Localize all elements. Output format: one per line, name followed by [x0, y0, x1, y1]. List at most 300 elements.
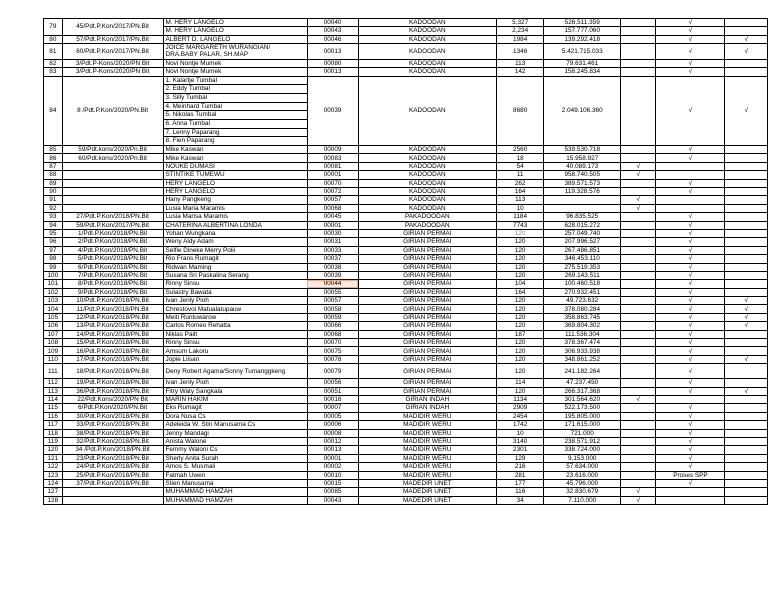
row-number: 93: [44, 213, 63, 221]
parcel-code: 00058: [307, 305, 358, 313]
row-number: 89: [44, 179, 63, 187]
row-number: 113: [44, 387, 63, 395]
compensation-amount: 378.080.284: [544, 305, 621, 313]
parcel-code: 00068: [307, 204, 358, 212]
owner-name: HERY LANGELO: [163, 188, 307, 196]
land-compensation-table: [43, 18, 768, 505]
area-m2: 187: [497, 330, 544, 338]
owner-name: M. HERY LANGELO: [163, 27, 307, 35]
status-b-check: √: [656, 364, 725, 379]
status-a-check: [621, 246, 656, 254]
status-b-check: √: [656, 463, 725, 471]
status-c-check: [725, 280, 768, 288]
status-b-check: [656, 395, 725, 403]
village-name: KADOODAN: [358, 171, 496, 179]
area-m2: 1134: [497, 395, 544, 403]
status-b-check: √: [656, 454, 725, 462]
parcel-code: 00085: [307, 488, 358, 496]
status-c-check: [725, 179, 768, 187]
table-row: [44, 19, 768, 27]
status-c-check: [725, 339, 768, 347]
status-a-check: [621, 305, 656, 313]
compensation-amount: 32.830.679: [544, 488, 621, 496]
area-m2: 2909: [497, 404, 544, 412]
case-reference: [62, 188, 163, 196]
village-name: GIRIAN PERMAI: [358, 355, 496, 363]
owner-name: Chrestovol Matualatupauw: [163, 305, 307, 313]
owner-name: Jenny Mandagi: [163, 429, 307, 437]
parcel-code: 00031: [307, 238, 358, 246]
case-reference: 12/Pdt.P.Kon/2018/PN.Bit: [62, 313, 163, 321]
table-row: [44, 313, 768, 321]
parcel-code: 00068: [307, 330, 358, 338]
area-m2: 116: [497, 488, 544, 496]
status-c-check: [725, 446, 768, 454]
status-b-check: √: [656, 229, 725, 237]
area-m2: 120: [497, 297, 544, 305]
row-number: 85: [44, 146, 63, 154]
status-b-check: √: [656, 255, 725, 263]
row-number: 112: [44, 379, 63, 387]
status-a-check: [621, 297, 656, 305]
owner-name: Fatmah Uwen: [163, 471, 307, 479]
row-number: 114: [44, 395, 63, 403]
area-m2: 120: [497, 271, 544, 279]
village-name: KADOODAN: [358, 27, 496, 35]
table-row: [44, 322, 768, 330]
owner-name: Adeleida W. Stin Manusama Cs: [163, 421, 307, 429]
status-c-check: [725, 255, 768, 263]
area-m2: 120: [497, 313, 544, 321]
compensation-amount: [544, 196, 621, 204]
status-a-check: [621, 313, 656, 321]
table-row: [44, 76, 768, 146]
parcel-code: 00040: [307, 19, 358, 27]
status-b-check: √: [656, 347, 725, 355]
status-a-check: [621, 379, 656, 387]
owner-name: 8. Fien Paparang: [165, 137, 215, 145]
area-m2: 120: [497, 305, 544, 313]
compensation-amount: 158.245.834: [544, 68, 621, 76]
table-row: [44, 463, 768, 471]
owner-name: 3. Silly Tumbal: [164, 94, 307, 103]
row-number: 92: [44, 204, 63, 212]
status-b-check: [656, 171, 725, 179]
status-a-check: [621, 35, 656, 43]
status-a-check: [621, 44, 656, 60]
status-a-check: [621, 59, 656, 67]
status-c-check: [725, 429, 768, 437]
village-name: KADOODAN: [358, 76, 496, 146]
village-name: GIRIAN PERMAI: [358, 271, 496, 279]
parcel-code: 00044: [307, 280, 358, 288]
area-m2: 129: [497, 454, 544, 462]
parcel-code: 00059: [307, 313, 358, 321]
table-row: [44, 347, 768, 355]
village-name: PAKADOODAN: [358, 221, 496, 229]
table-row: [44, 255, 768, 263]
status-a-check: [621, 387, 656, 395]
village-name: GIRIAN INDAH: [358, 404, 496, 412]
owner-name: HERY LANGELO: [163, 179, 307, 187]
case-reference: 3/Pdt.P-Kons/2020/PN Bit: [62, 68, 163, 76]
status-c-check: [725, 330, 768, 338]
area-m2: 5,327: [497, 19, 544, 27]
status-a-check: [621, 404, 656, 412]
owner-name: Amsum Lakoru: [163, 347, 307, 355]
parcel-code: 00051: [307, 387, 358, 395]
compensation-amount: 47.237.450: [544, 379, 621, 387]
owner-name: 4. Meinhard Tumbal: [164, 103, 307, 112]
parcel-code: 00009: [307, 146, 358, 154]
row-number: 102: [44, 288, 63, 296]
status-a-check: [621, 322, 656, 330]
status-b-check: √: [656, 429, 725, 437]
table-row: [44, 421, 768, 429]
status-c-check: [725, 488, 768, 496]
status-c-check: [725, 263, 768, 271]
status-c-check: [725, 404, 768, 412]
village-name: GIRIAN PERMAI: [358, 229, 496, 237]
owner-name: Sherly Anita Surah: [163, 454, 307, 462]
status-a-check: [621, 271, 656, 279]
status-a-check: √: [621, 196, 656, 204]
status-a-check: [621, 288, 656, 296]
parcel-code: 00079: [307, 364, 358, 379]
owner-name: Rinny Sinsu: [163, 280, 307, 288]
area-m2: 262: [497, 179, 544, 187]
compensation-amount: 267.486.851: [544, 246, 621, 254]
row-number: 104: [44, 305, 63, 313]
row-number: 80: [44, 35, 63, 43]
village-name: GIRIAN INDAH: [358, 395, 496, 403]
status-c-check: [725, 496, 768, 504]
area-m2: 216: [497, 463, 544, 471]
owner-name: Hany Pangkeng: [163, 196, 307, 204]
status-c-check: [725, 364, 768, 379]
owner-name: Jopie Liisan: [163, 355, 307, 363]
status-a-check: [621, 280, 656, 288]
area-m2: 18: [497, 154, 544, 162]
compensation-amount: 79.631.461: [544, 59, 621, 67]
status-a-check: √: [621, 162, 656, 170]
status-c-check: √: [725, 387, 768, 395]
compensation-amount: 139.292.418: [544, 35, 621, 43]
row-number: 128: [44, 496, 63, 504]
case-reference: [62, 488, 163, 496]
table-row: [44, 246, 768, 254]
case-reference: [62, 171, 163, 179]
owner-name: Weny Aldy Adam: [163, 238, 307, 246]
row-number: 91: [44, 196, 63, 204]
row-number: 119: [44, 437, 63, 445]
row-number: 79: [44, 19, 63, 36]
status-b-check: √: [656, 44, 725, 60]
table-row: [44, 263, 768, 271]
owner-name: MUHAMMAD HAMZAH: [163, 488, 307, 496]
status-a-check: [621, 154, 656, 162]
owner-name: Amos S. Musmali: [163, 463, 307, 471]
case-reference: 9/Pdt.P.Kon/2018/PN.Bit: [62, 288, 163, 296]
area-m2: 177: [497, 479, 544, 487]
case-reference: 15/Pdt.P.Kon/2018/PN.Bit: [62, 339, 163, 347]
table-row: [44, 364, 768, 379]
status-b-check: √: [656, 305, 725, 313]
row-number: 86: [44, 154, 63, 162]
status-a-check: [621, 179, 656, 187]
village-name: MADIDIR WERU: [358, 454, 496, 462]
area-m2: 114: [497, 379, 544, 387]
parcel-code: 00015: [307, 479, 358, 487]
village-name: KADOODAN: [358, 154, 496, 162]
status-c-check: √: [725, 305, 768, 313]
area-m2: 11: [497, 171, 544, 179]
owner-name: Meiti Runtuwarow: [163, 313, 307, 321]
status-b-check: √: [656, 479, 725, 487]
table-row: [44, 229, 768, 237]
owner-name: Susana Sri Paskalina Serang: [163, 271, 307, 279]
table-row: [44, 488, 768, 496]
row-number: 105: [44, 313, 63, 321]
table-row: [44, 238, 768, 246]
row-number: 98: [44, 255, 63, 263]
village-name: MADIDIR WERU: [358, 471, 496, 479]
status-a-check: [621, 188, 656, 196]
compensation-amount: 238.571.912: [544, 437, 621, 445]
parcel-code: 00037: [307, 255, 358, 263]
village-name: GIRIAN PERMAI: [358, 263, 496, 271]
parcel-code: 00070: [307, 179, 358, 187]
status-b-check: √: [656, 339, 725, 347]
status-c-check: [725, 238, 768, 246]
owner-name: Eks Rumagit: [163, 404, 307, 412]
row-number: 107: [44, 330, 63, 338]
parcel-code: 00001: [307, 454, 358, 462]
village-name: KADOODAN: [358, 146, 496, 154]
status-c-check: [725, 221, 768, 229]
village-name: KADOODAN: [358, 162, 496, 170]
row-number: 118: [44, 429, 63, 437]
owner-name: Ivan Jenly Pioh: [163, 379, 307, 387]
parcel-code: 00013: [307, 68, 358, 76]
area-m2: 120: [497, 387, 544, 395]
table-row: [44, 221, 768, 229]
parcel-code: 00043: [307, 496, 358, 504]
area-m2: 3140: [497, 437, 544, 445]
row-number: 127: [44, 488, 63, 496]
case-reference: 60/Pdt.P.Kon/2017/PN.Bit: [62, 44, 163, 60]
case-reference: 17/Pdt.P.Kon/2018/PN.Bit: [62, 355, 163, 363]
area-m2: 1742: [497, 421, 544, 429]
status-c-check: [725, 188, 768, 196]
status-c-check: [725, 288, 768, 296]
status-b-check: √: [656, 412, 725, 420]
status-c-check: [725, 146, 768, 154]
owner-name: MARIN HAKIM: [163, 395, 307, 403]
case-reference: 60/Pdt.kons/2020/Pn.Bit: [62, 154, 163, 162]
compensation-amount: 96.835.525: [544, 213, 621, 221]
status-c-check: [725, 471, 768, 479]
status-c-check: [725, 479, 768, 487]
status-b-check: √: [656, 322, 725, 330]
status-c-check: [725, 171, 768, 179]
owner-name: M. HERY LANGELO: [163, 19, 307, 27]
owner-name: Mike Kaswan: [163, 146, 307, 154]
row-number: 103: [44, 297, 63, 305]
status-b-check: Proses SPP: [656, 471, 725, 479]
area-m2: 2560: [497, 146, 544, 154]
compensation-amount: 157.777.060: [544, 27, 621, 35]
village-name: GIRIAN PERMAI: [358, 297, 496, 305]
status-a-check: [621, 263, 656, 271]
status-a-check: [621, 68, 656, 76]
row-number: 101: [44, 280, 63, 288]
compensation-amount: 15.958.927: [544, 154, 621, 162]
compensation-amount: 275.519.353: [544, 263, 621, 271]
parcel-code: 00057: [307, 196, 358, 204]
compensation-amount: 721.000: [544, 429, 621, 437]
case-reference: [62, 162, 163, 170]
compensation-amount: 338.724.000: [544, 446, 621, 454]
parcel-code: 00001: [307, 221, 358, 229]
status-c-check: [725, 421, 768, 429]
village-name: KADOODAN: [358, 68, 496, 76]
parcel-code: 00070: [307, 339, 358, 347]
table-row: [44, 339, 768, 347]
village-name: MADEDIR UNET: [358, 488, 496, 496]
row-number: 99: [44, 263, 63, 271]
compensation-amount: 628.015.272: [544, 221, 621, 229]
compensation-amount: 45.796.000: [544, 479, 621, 487]
owner-name: Carlos Romeo Rehatta: [163, 322, 307, 330]
status-a-check: √: [621, 488, 656, 496]
compensation-amount: 266.317.368: [544, 387, 621, 395]
owner-name: Lusia Marisa Maramis: [163, 213, 307, 221]
status-c-check: [725, 204, 768, 212]
status-b-check: √: [656, 246, 725, 254]
compensation-amount: 7.110.000: [544, 496, 621, 504]
table-row: [44, 44, 768, 60]
status-b-check: √: [656, 387, 725, 395]
village-name: GIRIAN PERMAI: [358, 305, 496, 313]
status-c-check: √: [725, 35, 768, 43]
status-b-check: [656, 496, 725, 504]
status-c-check: [725, 246, 768, 254]
row-number: 123: [44, 471, 63, 479]
village-name: MADIDIR WERU: [358, 446, 496, 454]
compensation-amount: 539.530.718: [544, 146, 621, 154]
area-m2: 120: [497, 339, 544, 347]
village-name: MADEDIR UNET: [358, 496, 496, 504]
area-m2: 120: [497, 246, 544, 254]
case-reference: 59/Pdt.P.Kon/2017/PN.Bit: [62, 221, 163, 229]
status-b-check: √: [656, 146, 725, 154]
village-name: MADIDIR WERU: [358, 463, 496, 471]
row-number: 84: [44, 76, 63, 146]
status-b-check: √: [656, 437, 725, 445]
case-reference: 3/Pdt.P-Kons/2020/PN Bit: [62, 59, 163, 67]
table-row: [44, 429, 768, 437]
village-name: GIRIAN PERMAI: [358, 313, 496, 321]
row-number: 83: [44, 68, 63, 76]
status-b-check: √: [656, 238, 725, 246]
row-number: 96: [44, 238, 63, 246]
status-a-check: √: [621, 395, 656, 403]
status-c-check: [725, 463, 768, 471]
compensation-amount: 346.453.110: [544, 255, 621, 263]
owner-name: Femmy Waloni Cs: [163, 446, 307, 454]
owner-name: 2. Eddy Tumbal: [164, 85, 307, 94]
case-reference: [62, 496, 163, 504]
area-m2: 8680: [497, 76, 544, 146]
owner-name: Anista Walone: [163, 437, 307, 445]
status-a-check: [621, 347, 656, 355]
status-a-check: [621, 255, 656, 263]
owner-name: Ivan Jenly Pioh: [163, 297, 307, 305]
village-name: GIRIAN PERMAI: [358, 379, 496, 387]
row-number: 110: [44, 355, 63, 363]
status-c-check: [725, 379, 768, 387]
case-reference: 36/Pdt.P.Kon/2018/PN.Bit: [62, 387, 163, 395]
table-row: [44, 471, 768, 479]
status-a-check: [621, 19, 656, 27]
parcel-code: 00080: [307, 59, 358, 67]
table-row: [44, 496, 768, 504]
status-b-check: √: [656, 68, 725, 76]
compensation-amount: 57.634.000: [544, 463, 621, 471]
row-number: 115: [44, 404, 63, 412]
status-c-check: [725, 59, 768, 67]
village-name: KADOODAN: [358, 204, 496, 212]
status-a-check: [621, 238, 656, 246]
status-c-check: [725, 437, 768, 445]
status-a-check: [621, 146, 656, 154]
compensation-amount: 100.460.518: [544, 280, 621, 288]
case-reference: 45/Pdt.P.Kon/2017/PN.Bit: [62, 19, 163, 36]
row-number: 120: [44, 446, 63, 454]
status-b-check: [656, 196, 725, 204]
case-reference: 57/Pdt.P.Kon/2017/PN.Bit: [62, 35, 163, 43]
parcel-code: 00002: [307, 463, 358, 471]
table-row: [44, 213, 768, 221]
table-row: [44, 479, 768, 487]
status-b-check: √: [656, 271, 725, 279]
area-m2: 1984: [497, 35, 544, 43]
status-b-check: √: [656, 404, 725, 412]
parcel-code: 00033: [307, 246, 358, 254]
status-c-check: [725, 213, 768, 221]
status-c-check: √: [725, 355, 768, 363]
table-row: [44, 395, 768, 403]
status-b-check: √: [656, 421, 725, 429]
status-b-check: √: [656, 59, 725, 67]
owner-name: Novi Nontje Mumek: [163, 59, 307, 67]
parcel-code: 00083: [307, 154, 358, 162]
row-number: 117: [44, 421, 63, 429]
case-reference: 7/Pdt.P.Kon/2018/PN.Bit: [62, 271, 163, 279]
case-reference: 14/Pdt.P.Kon/2018/PN.Bit: [62, 330, 163, 338]
status-c-check: [725, 162, 768, 170]
table-row: [44, 188, 768, 196]
owner-name: Fitry Waty Sangkala: [163, 387, 307, 395]
parcel-code: 00010: [307, 471, 358, 479]
case-reference: 30/Pdt.P.Kon/2018/PN.Bit: [62, 412, 163, 420]
area-m2: 2301: [497, 446, 544, 454]
owner-name: Stien Manusama: [163, 479, 307, 487]
row-number: 121: [44, 454, 63, 462]
compensation-amount: 195.805.000: [544, 412, 621, 420]
case-reference: 4/Pdt.P.Kon/2018/PN.Bit: [62, 246, 163, 254]
